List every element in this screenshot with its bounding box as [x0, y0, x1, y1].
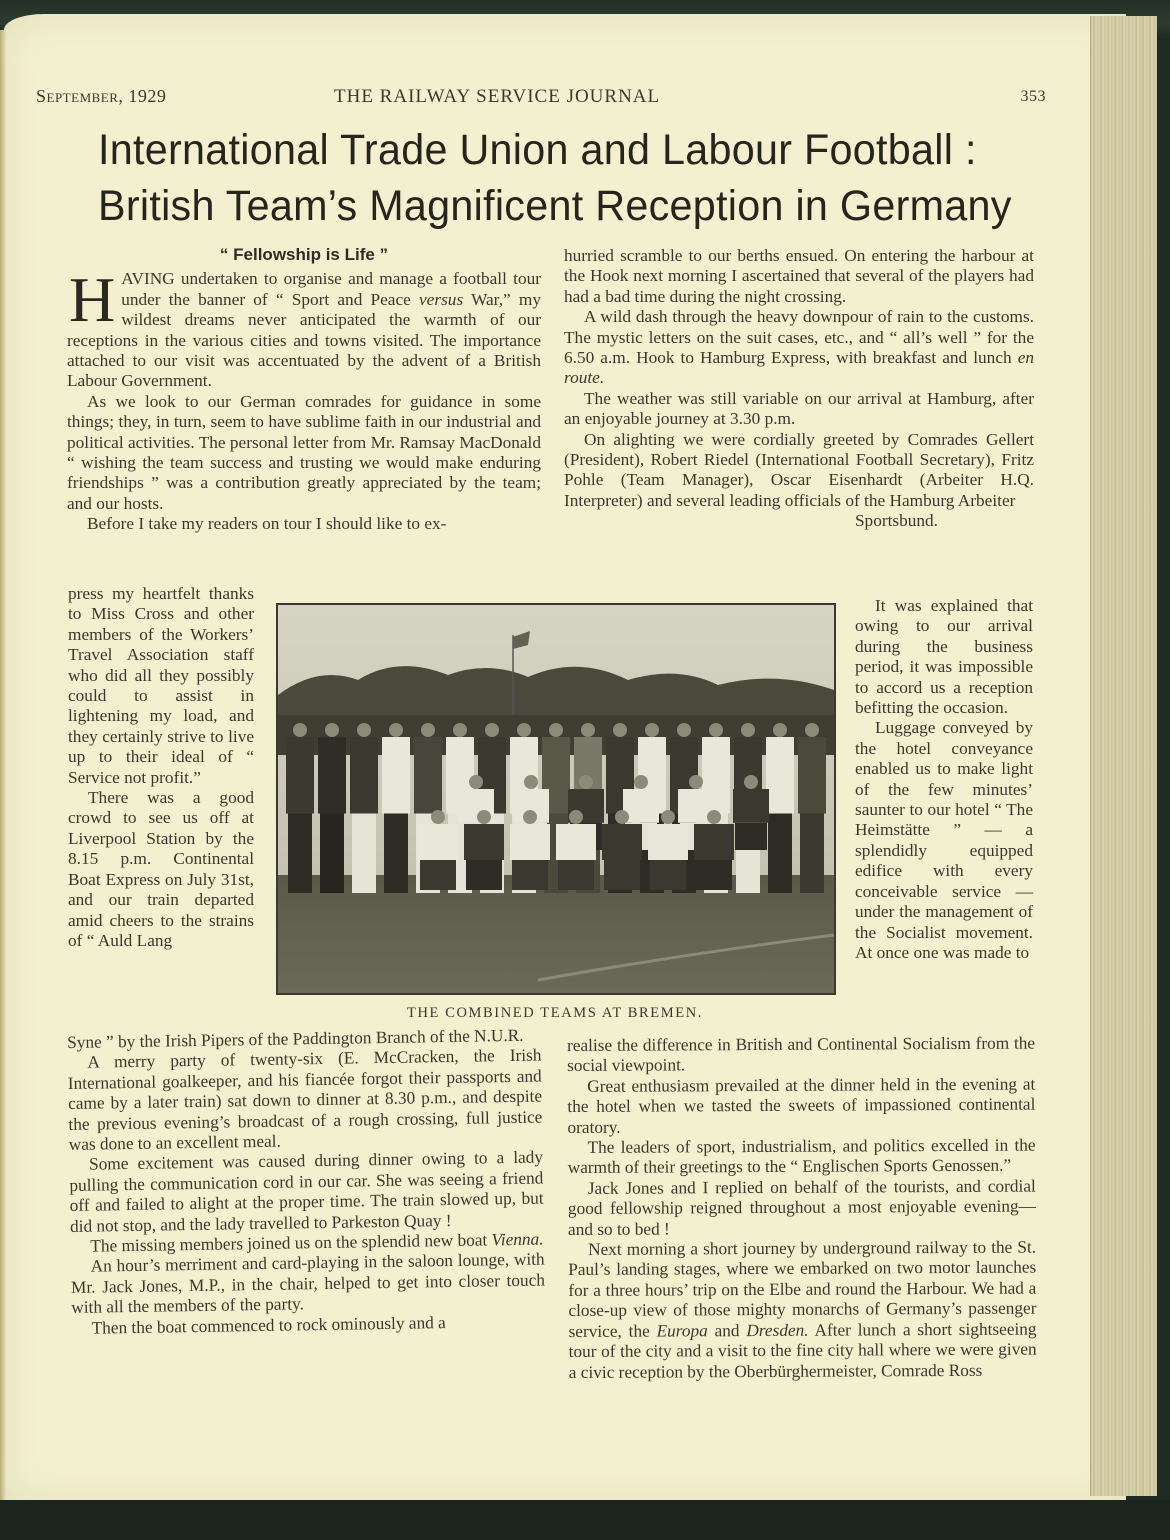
left-narrow-column	[68, 584, 254, 951]
title-line-2: British Team’s Magnificent Reception in Germany	[98, 182, 1012, 230]
paragraph: The missing members joined us on the splendid new boat Vienna.	[90, 1229, 544, 1256]
drop-cap: H	[69, 264, 116, 336]
paragraph: Some excitement was caused during dinner owing to a lady pulling the communication cord in our car. She was seeing a friend off and failed to alight at the proper time. The train slowed up, but did not stop, and the lady travelled to Parkeston Quay !	[69, 1147, 544, 1236]
paragraph: A merry party of twenty-six (E. McCracken, the Irish International goalkeeper, and his fiancée forgot their passports and came by a later train) sat down to dinner at 8.30 p.m., and despite the previous evening’s broadcast of a rough crossing, full justice was done to an excellent meal.	[67, 1045, 543, 1155]
paragraph: Then the boat commenced to rock ominously and a	[91, 1312, 446, 1338]
right-column-top	[564, 246, 1034, 532]
book-binding-bottom	[0, 1500, 1170, 1540]
journal-name: THE RAILWAY SERVICE JOURNAL	[334, 86, 661, 107]
paragraph: The weather was still variable on our arrival at Hamburg, after an enjoyable journey at 3.30 p.m.	[564, 388, 1034, 429]
paragraph: HAVING undertaken to organise and manage a football tour under the banner of “ Sport and Peace versus War,” my wildest dreams never anticipated the warmth of our receptions in the various cities and towns visited. The importance attached to our visit was accentuated by the advent of a British Labour Government.	[67, 264, 541, 391]
paragraph: press my heartfelt thanks to Miss Cross and other members of the Workers’ Travel Association staff who did all they possibly could to assist in lightening my load, and they certainly strive to live up to their ideal of “ Service not profit.”	[68, 584, 254, 787]
paragraph: Syne ” by the Irish Pipers of the Paddington Branch of the N.U.R.	[67, 1025, 524, 1052]
page-number: 353	[1020, 88, 1046, 105]
paragraph-end: Sportsbund.	[854, 511, 938, 531]
left-column-bottom	[67, 1026, 546, 1340]
page-edges-stack	[1090, 16, 1157, 1496]
paragraph: As we look to our German comrades for guidance in some things; they, in turn, seem to have sublime faith in our industrial and political activities. The personal letter from Mr. Ramsay MacDonald “ wishing the team success and trusting we would make enduring friendships ” was a contribution greatly appreciated by the team; and our hosts.	[67, 391, 541, 513]
paragraph: There was a good crowd to see us off at Liverpool Station by the 8.15 p.m. Continental Boat Express on July 31st, and our train departed amid cheers to the strains of “ Auld Lang	[68, 788, 254, 950]
photo-illustration	[278, 605, 834, 993]
person-silhouette	[350, 723, 378, 893]
person-silhouette	[798, 723, 826, 893]
subheading: “ Fellowship is Life ”	[219, 245, 389, 264]
title-line-1: International Trade Union and Labour Football :	[98, 126, 977, 174]
left-column-top	[67, 245, 541, 535]
paragraph: A wild dash through the heavy downpour of rain to the customs. The mystic letters on the suit cases, etc., and “ all’s well ” for the 6.50 a.m. Hook to Hamburg Express, with breakfast and lunch en route.	[564, 307, 1034, 388]
paragraph: Before I take my readers on tour I should like to ex-	[87, 514, 447, 534]
paragraph: hurried scramble to our berths ensued. On entering the harbour at the Hook next morning I ascertained that several of the players had had a bad time during the night crossing.	[564, 246, 1034, 306]
paragraph: Great enthusiasm prevailed at the dinner held in the evening at the hotel when we tasted the sweets of impassioned continental oratory.	[567, 1074, 1036, 1137]
person-silhouette	[286, 723, 314, 893]
person-silhouette	[382, 723, 410, 893]
paragraph: The leaders of sport, industrialism, and politics excelled in the warmth of their greetings to the “ Englischen Sports Genossen.”	[567, 1135, 1036, 1178]
photo-caption: THE COMBINED TEAMS AT BREMEN.	[406, 1005, 703, 1021]
page-gutter	[0, 30, 6, 1510]
paragraph: On alighting we were cordially greeted by Comrades Gellert (President), Robert Riedel (International Football Secretary), Fritz Pohle (Team Manager), Oscar Eisenhardt (Arbeiter H.Q. Interpreter) and several leading officials of the Hamburg Arbeiter	[564, 429, 1034, 510]
person-silhouette	[318, 723, 346, 893]
running-head	[36, 86, 1046, 110]
paragraph: An hour’s merriment and card-playing in the saloon lounge, with Mr. Jack Jones, M.P., in the chair, helped to get into closer touch with all the members of the party.	[70, 1249, 546, 1318]
right-column-bottom	[567, 1034, 1037, 1383]
paragraph: It was explained that owing to our arrival during the business period, it was impossible to accord us a reception befitting the occasion.	[855, 596, 1033, 718]
paragraph: Luggage conveyed by the hotel conveyance enabled us to make light of the few minutes’ saunter to our hotel “ The Heimstätte ” — a splendidly equipped edifice with every conceivable service —under the management of the Socialist movement. At once one was made to	[855, 718, 1033, 962]
paragraph: Next morning a short journey by underground railway to the St. Paul’s landing stages, where we embarked on two motor launches for a three hours’ trip on the Elbe and round the Harbour. We had a close-up view of those mighty monarchs of Germany’s passenger service, the Europa and Dresden. After lunch a short sightseeing tour of the city and a visit to the fine city hall where we were given a civic reception by the Oberbürghermeister, Comrade Ross	[568, 1237, 1037, 1382]
paragraph: realise the difference in British and Continental Socialism from the social viewpoint.	[567, 1033, 1036, 1076]
article-title	[98, 122, 1012, 234]
team-photograph	[276, 603, 836, 995]
right-narrow-column	[855, 596, 1033, 963]
players-group	[286, 723, 826, 893]
issue-date: September, 1929	[36, 86, 167, 106]
paragraph: Jack Jones and I replied on behalf of the tourists, and cordial good fellowship reigned throughout a most enjoyable evening—and so to bed !	[567, 1176, 1036, 1239]
person-silhouette	[766, 723, 794, 893]
